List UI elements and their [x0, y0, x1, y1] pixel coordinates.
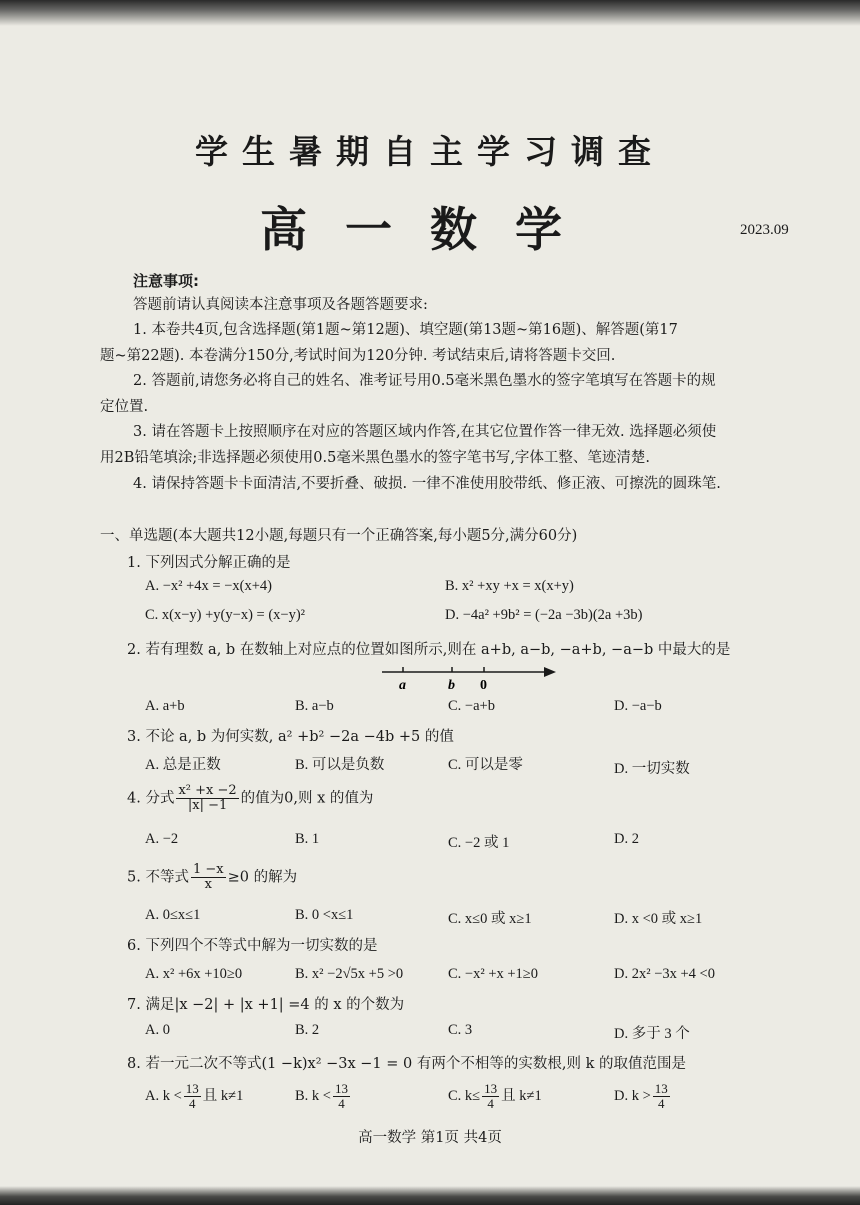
question-6-option-a: A. x² +6x +10≥0: [145, 966, 243, 982]
question-3-option-c: C. 可以是零: [448, 757, 523, 773]
question-8-option-a: [145, 1082, 243, 1111]
fraction-13-4: [333, 1082, 350, 1111]
tick-label-0: 0: [480, 678, 487, 692]
fraction-numerator: 13: [185, 1081, 199, 1096]
fraction-denominator: x: [204, 877, 212, 892]
question-5-fraction: [191, 863, 226, 892]
fraction-13-4: [653, 1082, 670, 1111]
fraction-numerator: 1 −x: [192, 862, 224, 877]
question-6-option-b: B. x² −2√5x +5 >0: [295, 966, 404, 982]
question-8-option-b: [295, 1082, 352, 1111]
question-7-option-d: D. 多于 3 个: [614, 1026, 690, 1042]
exam-title: 学生暑期自主学习调查: [195, 132, 665, 171]
question-4-option-c: C. −2 或 1: [448, 835, 510, 851]
fraction-13-4: [482, 1082, 499, 1111]
question-5-option-d: D. x <0 或 x≥1: [614, 911, 703, 927]
question-5-option-a: A. 0≤x≤1: [145, 907, 201, 923]
question-7-option-a: A. 0: [145, 1022, 170, 1038]
tick-label-b: b: [448, 678, 455, 692]
question-4-fraction: [176, 784, 238, 813]
option-a-prefix: A. k <: [145, 1087, 182, 1104]
question-4-option-a: A. −2: [145, 831, 179, 847]
question-1-option-a: A. −x² +4x = −x(x+4): [145, 578, 272, 594]
fraction-numerator: 13: [334, 1081, 348, 1096]
question-2-option-b: B. a−b: [295, 698, 334, 714]
question-7-option-b: B. 2: [295, 1022, 320, 1038]
question-8-stem: 8. 若一元二次不等式(1 −k)x² −3x −1 = 0 有两个不相等的实数根,则 k 的取值范围是: [127, 1056, 686, 1072]
exam-subject: 高一数学: [260, 203, 600, 258]
fraction-numerator: x² +x −2: [178, 783, 237, 798]
scan-bottom-shadow: [0, 1186, 860, 1205]
option-c-suffix: 且 k≠1: [501, 1087, 542, 1104]
notice-intro: 答题前请认真阅读本注意事项及各题答题要求:: [133, 297, 428, 313]
question-6-stem: 6. 下列四个不等式中解为一切实数的是: [127, 938, 378, 954]
notice-item-3b: 用2B铅笔填涂;非选择题必须使用0.5毫米黑色墨水的签字笔书写,字体工整、笔迹清楚.: [100, 450, 651, 466]
option-b-prefix: B. k <: [295, 1087, 331, 1104]
number-line: [380, 662, 560, 692]
scan-top-shadow: [0, 0, 860, 26]
question-4-option-b: B. 1: [295, 831, 320, 847]
question-4-stem: [127, 784, 373, 813]
question-2-option-d: D. −a−b: [614, 698, 662, 714]
fraction-denominator: 4: [338, 1096, 345, 1111]
number-line-arrow: [544, 667, 556, 677]
question-4-option-d: D. 2: [614, 831, 639, 847]
question-7-option-c: C. 3: [448, 1022, 473, 1038]
question-7-stem: 7. 满足|x −2| + |x +1| =4 的 x 的个数为: [127, 997, 405, 1013]
notice-item-2b: 定位置.: [100, 399, 149, 415]
notice-item-1b: 题~第22题). 本卷满分150分,考试时间为120分钟. 考试结束后,请将答题卡交回.: [100, 348, 616, 364]
question-5-option-c: C. x≤0 或 x≥1: [448, 911, 532, 927]
tick-label-a: a: [399, 678, 406, 692]
fraction-numerator: 13: [484, 1081, 498, 1096]
question-2-option-c: C. −a+b: [448, 698, 495, 714]
question-6-option-c: C. −x² +x +1≥0: [448, 966, 539, 982]
question-1-stem: 1. 下列因式分解正确的是: [127, 555, 291, 571]
question-5-suffix: ≥0 的解为: [227, 869, 298, 886]
question-5-stem: [127, 863, 297, 892]
question-3-option-d: D. 一切实数: [614, 761, 690, 777]
question-1-option-d: D. −4a² +9b² = (−2a −3b)(2a +3b): [445, 607, 643, 623]
question-4-suffix: 的值为0,则 x 的值为: [240, 790, 374, 807]
option-d-prefix: D. k >: [614, 1087, 651, 1104]
notice-item-4: 4. 请保持答题卡卡面清洁,不要折叠、破损. 一律不准使用胶带纸、修正液、可擦洗的圆珠笔.: [133, 476, 721, 492]
question-1-option-b: B. x² +xy +x = x(x+y): [445, 578, 574, 594]
question-4-prefix: 4. 分式: [127, 790, 175, 807]
question-3-option-a: A. 总是正数: [145, 757, 221, 773]
question-5-prefix: 5. 不等式: [127, 869, 189, 886]
question-2-option-a: A. a+b: [145, 698, 185, 714]
notice-heading: 注意事项:: [133, 272, 199, 290]
fraction-13-4: [184, 1082, 201, 1111]
option-a-suffix: 且 k≠1: [202, 1087, 244, 1104]
question-8-option-d: [614, 1082, 672, 1111]
question-3-stem: 3. 不论 a, b 为何实数, a² +b² −2a −4b +5 的值: [127, 729, 454, 745]
option-c-prefix: C. k≤: [448, 1087, 481, 1104]
question-2-stem: 2. 若有理数 a, b 在数轴上对应点的位置如图所示,则在 a+b, a−b, −a+b, −a−b 中最大的是: [127, 642, 731, 658]
notice-item-3a: 3. 请在答题卡上按照顺序在对应的答题区域内作答,在其它位置作答一律无效. 选择题必须使: [133, 424, 717, 440]
section-heading: 一、单选题(本大题共12小题,每题只有一个正确答案,每小题5分,满分60分): [100, 528, 578, 544]
fraction-numerator: 13: [654, 1081, 668, 1096]
question-6-option-d: D. 2x² −3x +4 <0: [614, 966, 715, 982]
question-1-option-c: C. x(x−y) +y(y−x) = (x−y)²: [145, 607, 306, 623]
notice-item-2a: 2. 答题前,请您务必将自己的姓名、准考证号用0.5毫米黑色墨水的签字笔填写在答题卡的规: [133, 373, 716, 389]
exam-date: 2023.09: [740, 222, 789, 238]
fraction-denominator: 4: [189, 1096, 196, 1111]
notice-item-1a: 1. 本卷共4页,包含选择题(第1题~第12题)、填空题(第13题~第16题)、解答题(第17: [133, 322, 678, 338]
question-5-option-b: B. 0 <x≤1: [295, 907, 354, 923]
question-3-option-b: B. 可以是负数: [295, 757, 385, 773]
question-8-option-c: [448, 1082, 542, 1111]
page-footer: 高一数学 第1页 共4页: [358, 1130, 502, 1146]
fraction-denominator: 4: [487, 1096, 494, 1111]
fraction-denominator: 4: [658, 1096, 665, 1111]
fraction-denominator: |x| −1: [187, 798, 228, 813]
